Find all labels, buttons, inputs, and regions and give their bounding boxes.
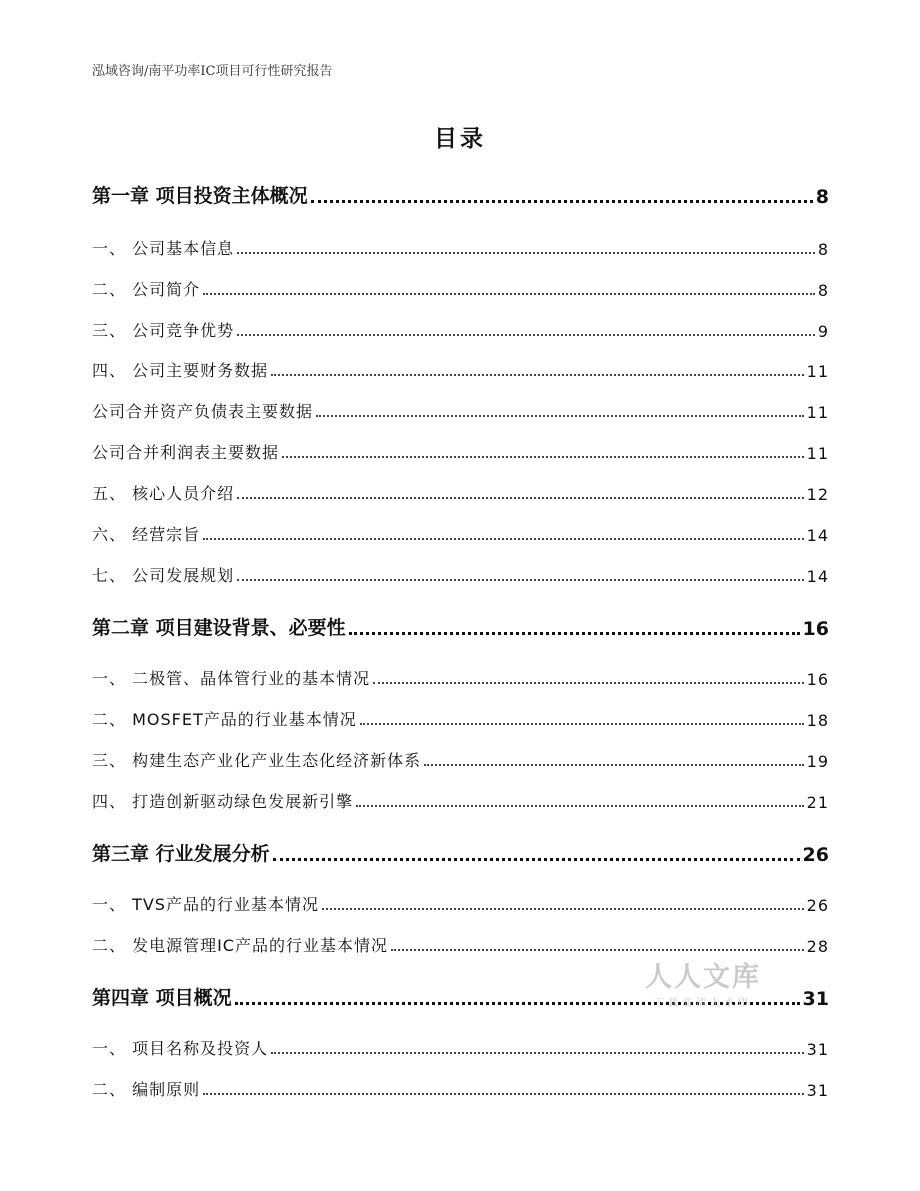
toc-leader-dots (316, 415, 804, 417)
toc-entry-label: 一、 项目名称及投资人 (92, 1039, 269, 1058)
toc-entry-page: 18 (806, 711, 829, 730)
toc-entry-label: 第四章 项目概况 (92, 987, 232, 1009)
toc-entry-label: 四、 打造创新驱动绿色发展新引擎 (92, 792, 354, 811)
toc-entry-label: 一、 公司基本信息 (92, 239, 235, 258)
toc-entry-section[interactable] (92, 933, 829, 956)
toc-entry-page: 8 (817, 281, 829, 300)
toc-leader-dots (273, 858, 800, 861)
watermark (645, 955, 761, 1009)
toc-leader-dots (203, 538, 804, 540)
toc-entry-label: 三、 公司竞争优势 (92, 321, 235, 340)
toc-entry-page: 11 (806, 403, 829, 422)
toc-entry-page: 26 (802, 844, 829, 866)
toc-leader-dots (203, 1093, 804, 1095)
toc-leader-dots (322, 908, 804, 910)
toc-leader-dots (271, 374, 804, 376)
toc-entry-section[interactable] (92, 892, 829, 915)
watermark-sub-text: 下载高清无水印 (654, 998, 752, 1009)
toc-entry-section[interactable] (92, 236, 829, 259)
toc-entry-section[interactable] (92, 522, 829, 545)
toc-entry-label: 二、 公司简介 (92, 280, 201, 299)
toc-leader-dots (237, 579, 804, 581)
toc-leader-dots (349, 632, 800, 635)
toc-entry-label: 二、 发电源管理IC产品的行业基本情况 (92, 936, 388, 955)
toc-entry-page: 28 (806, 937, 829, 956)
toc-entry-section[interactable] (92, 481, 829, 504)
toc-entry-section[interactable] (92, 440, 829, 463)
toc-entry-page: 21 (806, 793, 829, 812)
toc-entry-page: 8 (815, 186, 829, 208)
toc-leader-dots (311, 200, 813, 203)
toc-entry-label: 三、 构建生态产业化产业生态化经济新体系 (92, 751, 422, 770)
toc-entry-label: 二、 MOSFET产品的行业基本情况 (92, 710, 357, 729)
toc-entry-label: 公司合并资产负债表主要数据 (92, 402, 314, 421)
toc-entry-page: 14 (806, 526, 829, 545)
toc-leader-dots (391, 949, 804, 951)
toc-leader-dots (271, 1052, 804, 1054)
toc-entry-section[interactable] (92, 666, 829, 689)
toc-entry-label: 第一章 项目投资主体概况 (92, 185, 308, 207)
toc-entry-chapter-1[interactable] (92, 181, 829, 208)
toc-entry-section[interactable] (92, 748, 829, 771)
toc-entry-section[interactable] (92, 1036, 829, 1059)
toc-leader-dots (203, 293, 815, 295)
toc-entry-label: 六、 经营宗旨 (92, 525, 201, 544)
toc-entry-page: 11 (806, 362, 829, 381)
toc-entry-section[interactable] (92, 789, 829, 812)
toc-entry-label: 第三章 行业发展分析 (92, 843, 270, 865)
toc-leader-dots (237, 334, 815, 336)
toc-entry-page: 9 (817, 322, 829, 341)
toc-leader-dots (373, 682, 804, 684)
toc-entry-page: 31 (806, 1040, 829, 1059)
toc-leader-dots (424, 764, 804, 766)
toc-leader-dots (360, 723, 804, 725)
toc-entry-label: 四、 公司主要财务数据 (92, 361, 269, 380)
toc-leader-dots (237, 252, 815, 254)
page-title: 目录 (434, 126, 486, 152)
toc-entry-label: 公司合并利润表主要数据 (92, 443, 280, 462)
toc-entry-label: 五、 核心人员介绍 (92, 484, 235, 503)
toc-entry-page: 26 (806, 896, 829, 915)
toc-entry-section[interactable] (92, 318, 829, 341)
toc-entry-page: 14 (806, 567, 829, 586)
toc-entry-label: 一、 二极管、晶体管行业的基本情况 (92, 669, 371, 688)
toc-entry-page: 12 (806, 485, 829, 504)
toc-leader-dots (356, 805, 804, 807)
toc-entry-label: 七、 公司发展规划 (92, 566, 235, 585)
toc-entry-section[interactable] (92, 1077, 829, 1100)
toc-entry-page: 31 (802, 988, 829, 1010)
toc-entry-label: 二、 编制原则 (92, 1080, 201, 1099)
toc-entry-page: 11 (806, 444, 829, 463)
toc-entry-section[interactable] (92, 563, 829, 586)
toc-entry-label: 第二章 项目建设背景、必要性 (92, 617, 346, 639)
toc-entry-chapter-3[interactable] (92, 839, 829, 866)
toc-leader-dots (237, 497, 804, 499)
running-header: 泓域咨询/南平功率IC项目可行性研究报告 (92, 64, 333, 79)
toc-entry-section[interactable] (92, 707, 829, 730)
toc-entry-section[interactable] (92, 277, 829, 300)
toc-entry-chapter-2[interactable] (92, 613, 829, 640)
toc-leader-dots (282, 456, 804, 458)
toc-entry-section[interactable] (92, 399, 829, 422)
toc-entry-page: 8 (817, 240, 829, 259)
toc-entry-page: 16 (806, 670, 829, 689)
toc-entry-section[interactable] (92, 358, 829, 381)
watermark-main-text: 人人文库 (645, 962, 761, 993)
toc-entry-page: 31 (806, 1081, 829, 1100)
toc-entry-label: 一、 TVS产品的行业基本情况 (92, 895, 319, 914)
toc-entry-page: 19 (806, 752, 829, 771)
toc-entry-page: 16 (802, 618, 829, 640)
